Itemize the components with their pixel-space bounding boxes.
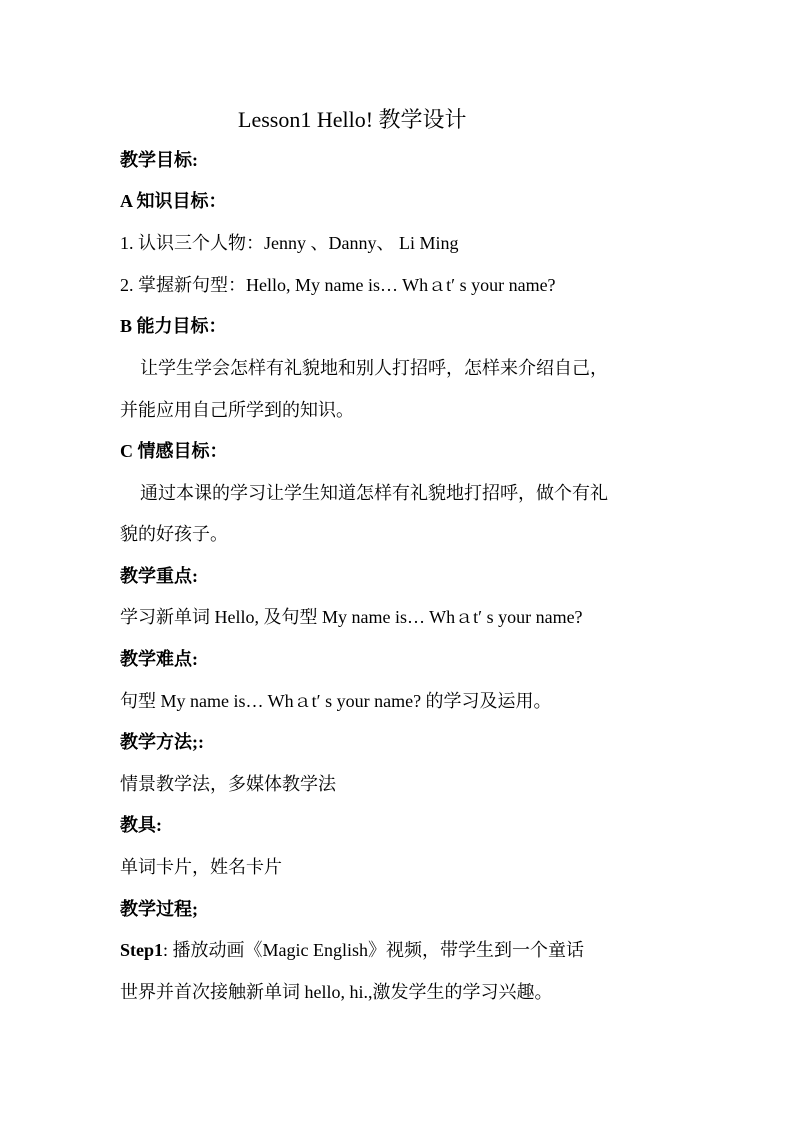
knowledge-item-1: 1. 认识三个人物：Jenny 、Danny、 Li Ming: [120, 233, 459, 253]
methods-heading: 教学方法;:: [120, 732, 204, 752]
knowledge-heading: A 知识目标：: [120, 191, 227, 211]
step1-text-line-1: : 播放动画《Magic English》视频，带学生到一个童话: [163, 940, 585, 960]
knowledge-item-2: 2. 掌握新句型：Hello, My name is… Whａt′ s your name?: [120, 275, 556, 295]
step1-line-1: [120, 938, 584, 962]
ability-text-line-1: 让学生学会怎样有礼貌地和别人打招呼，怎样来介绍自己，: [140, 358, 608, 378]
process-heading: 教学过程;: [120, 899, 198, 919]
ability-text-line-2: 并能应用自己所学到的知识。: [120, 400, 354, 420]
step1-text-line-2: 世界并首次接触新单词 hello, hi.,激发学生的学习兴趣。: [120, 982, 553, 1002]
key-points-heading: 教学重点:: [120, 566, 198, 586]
objectives-heading: 教学目标:: [120, 150, 198, 170]
key-points-text: 学习新单词 Hello, 及句型 My name is… Whａt′ s your name?: [120, 607, 583, 627]
step1-label: Step1: [120, 940, 164, 960]
emotion-heading: C 情感目标：: [120, 441, 228, 461]
emotion-text-line-1: 通过本课的学习让学生知道怎样有礼貌地打招呼，做个有礼: [140, 483, 608, 503]
ability-heading: B 能力目标：: [120, 316, 227, 336]
document-title: Lesson1 Hello! 教学设计: [238, 107, 467, 132]
methods-text: 情景教学法，多媒体教学法: [120, 774, 336, 794]
tools-text: 单词卡片，姓名卡片: [120, 857, 282, 877]
tools-heading: 教具:: [120, 815, 162, 835]
difficulties-heading: 教学难点:: [120, 649, 198, 669]
difficulties-text: 句型 My name is… Whａt′ s your name? 的学习及运用。: [120, 691, 552, 711]
emotion-text-line-2: 貌的好孩子。: [120, 524, 228, 544]
